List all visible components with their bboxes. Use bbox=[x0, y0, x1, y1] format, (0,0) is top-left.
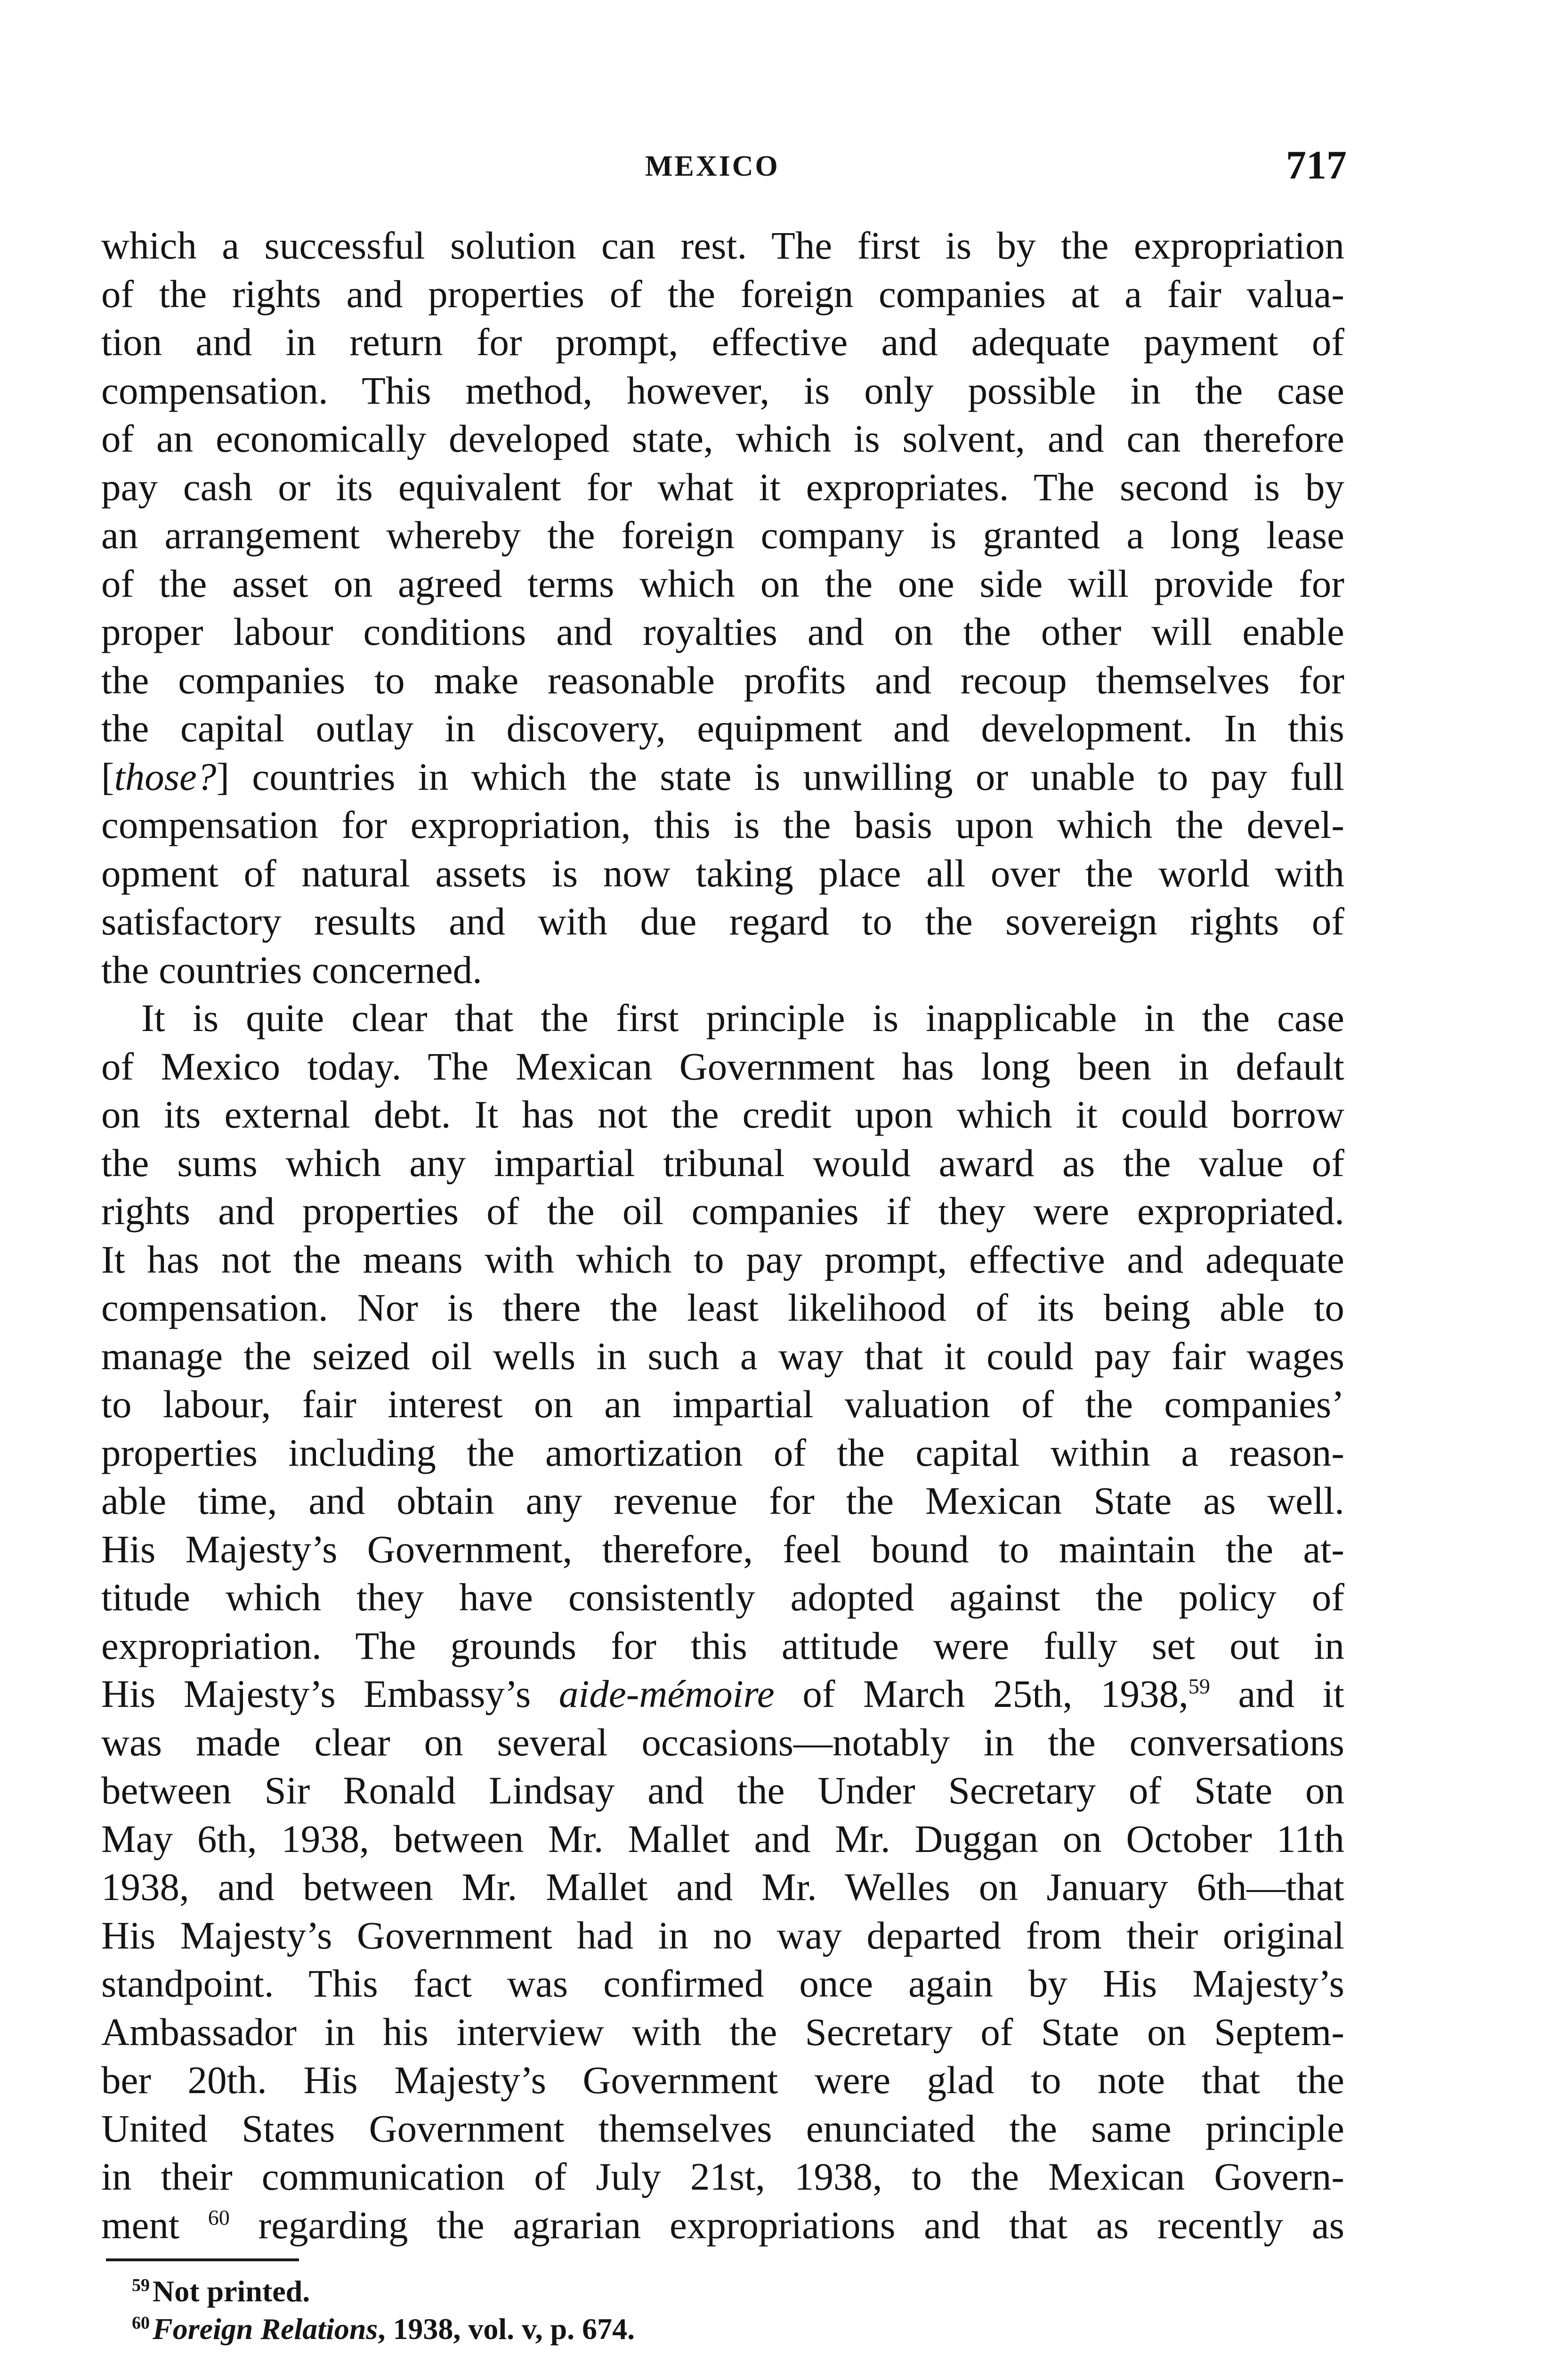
text-segment: May 6th, 1938, between Mr. Mallet and Mr. Duggan on October 11th bbox=[101, 1817, 1344, 1860]
text-line bbox=[101, 2201, 1344, 2249]
footnote-divider bbox=[106, 2258, 299, 2261]
footnote-reference: 60 bbox=[208, 2205, 230, 2229]
text-segment: satisfactory results and with due regard to the sovereign rights of bbox=[101, 900, 1344, 943]
text-line bbox=[101, 1042, 1344, 1091]
text-segment: opment of natural assets is now taking place all over the world with bbox=[101, 851, 1344, 895]
footnote-reference: 59 bbox=[1188, 1674, 1210, 1698]
text-line bbox=[101, 2104, 1344, 2153]
text-line bbox=[101, 1477, 1344, 1525]
text-line bbox=[101, 1670, 1344, 1718]
header-title: MEXICO bbox=[645, 150, 780, 182]
text-line bbox=[101, 1525, 1344, 1574]
footnote bbox=[132, 2273, 1309, 2310]
text-segment: and it bbox=[1210, 1672, 1344, 1715]
text-line bbox=[101, 849, 1344, 898]
text-segment: able time, and obtain any revenue for the Mexican State as well. bbox=[101, 1479, 1344, 1522]
text-line bbox=[101, 2056, 1344, 2104]
text-line bbox=[101, 1090, 1344, 1139]
text-segment: between Sir Ronald Lindsay and the Under Secretary of State on bbox=[101, 1769, 1344, 1812]
text-line bbox=[101, 608, 1344, 656]
footnotes bbox=[132, 2273, 1309, 2348]
text-segment: of March 25th, 1938, bbox=[774, 1672, 1188, 1715]
text-line bbox=[101, 2008, 1344, 2056]
text-segment: regarding the agrarian expropriations and that as recently as bbox=[229, 2203, 1344, 2247]
text-segment: It is quite clear that the first principle is inapplicable in the case bbox=[141, 996, 1344, 1039]
text-segment: aide-mémoire bbox=[558, 1672, 775, 1715]
text-segment: compensation. Nor is there the least likelihood of its being able to bbox=[101, 1286, 1344, 1329]
text-line bbox=[101, 897, 1344, 946]
text-line bbox=[101, 1718, 1344, 1767]
text-segment: tion and in return for prompt, effective and adequate payment of bbox=[101, 320, 1344, 364]
text-segment: proper labour conditions and royalties and on the other will enable bbox=[101, 610, 1344, 653]
text-segment: 1938, and between Mr. Mallet and Mr. Welles on January 6th—that bbox=[101, 1865, 1344, 1908]
text-line bbox=[101, 1959, 1344, 2008]
running-head bbox=[0, 141, 1568, 198]
text-segment: in their communication of July 21st, 1938, to the Mexican Govern- bbox=[101, 2155, 1344, 2198]
text-line bbox=[101, 1815, 1344, 1863]
text-segment: His Majesty’s Government had in no way departed from their original bbox=[101, 1913, 1344, 1957]
text-line bbox=[101, 1429, 1344, 1477]
text-line bbox=[101, 1187, 1344, 1235]
text-line bbox=[101, 270, 1344, 318]
footnote-marker: 60 bbox=[132, 2313, 150, 2333]
text-line bbox=[101, 221, 1344, 270]
text-line bbox=[101, 1863, 1344, 1911]
text-segment: United States Government themselves enunciated the same principle bbox=[101, 2106, 1344, 2150]
text-segment: the companies to make reasonable profits and recoup themselves for bbox=[101, 658, 1344, 702]
text-segment: the sums which any impartial tribunal would award as the value of bbox=[101, 1141, 1344, 1185]
text-segment: Ambassador in his interview with the Secretary of State on Septem- bbox=[101, 2010, 1344, 2054]
text-line bbox=[101, 946, 1344, 994]
text-segment: was made clear on several occasions—notably in the conversations bbox=[101, 1720, 1344, 1764]
text-segment: His Majesty’s Government, therefore, feel bound to maintain the at- bbox=[101, 1527, 1344, 1571]
text-line bbox=[101, 1766, 1344, 1815]
text-line bbox=[101, 318, 1344, 366]
text-line bbox=[101, 656, 1344, 705]
text-segment: expropriation. The grounds for this attitude were fully set out in bbox=[101, 1624, 1344, 1667]
text-segment: rights and properties of the oil companies if they were expropriated. bbox=[101, 1189, 1344, 1233]
text-segment: the capital outlay in discovery, equipment and development. In this bbox=[101, 706, 1344, 750]
text-line bbox=[101, 704, 1344, 753]
text-segment: It has not the means with which to pay prompt, effective and adequate bbox=[101, 1237, 1344, 1281]
text-line bbox=[101, 2152, 1344, 2201]
text-segment: an arrangement whereby the foreign company is granted a long lease bbox=[101, 513, 1344, 557]
text-segment: His Majesty’s Embassy’s bbox=[101, 1672, 559, 1715]
text-line bbox=[101, 1283, 1344, 1332]
text-line bbox=[101, 560, 1344, 608]
text-line bbox=[101, 511, 1344, 560]
text-segment: manage the seized oil wells in such a way that it could pay fair wages bbox=[101, 1334, 1344, 1378]
text-segment: of Mexico today. The Mexican Government has long been in default bbox=[101, 1044, 1344, 1088]
text-segment: to labour, fair interest on an impartial valuation of the companies’ bbox=[101, 1382, 1344, 1426]
text-segment: titude which they have consistently adopted against the policy of bbox=[101, 1575, 1344, 1619]
footnote-text: , 1938, vol. v, p. 674. bbox=[378, 2312, 635, 2346]
text-line bbox=[101, 366, 1344, 415]
text-segment: compensation. This method, however, is only possible in the case bbox=[101, 368, 1344, 412]
text-segment: of an economically developed state, which is solvent, and can therefore bbox=[101, 417, 1344, 460]
text-line bbox=[101, 1622, 1344, 1670]
text-line bbox=[101, 1332, 1344, 1381]
text-line bbox=[101, 463, 1344, 512]
footnote-text: Not printed. bbox=[153, 2274, 310, 2308]
text-segment: those? bbox=[114, 755, 217, 798]
text-segment: properties including the amortization of the capital within a reason- bbox=[101, 1430, 1344, 1474]
footnote-text: Foreign Relations bbox=[153, 2312, 378, 2346]
text-line bbox=[101, 1139, 1344, 1187]
text-segment: of the asset on agreed terms which on the one side will provide for bbox=[101, 561, 1344, 605]
text-line bbox=[101, 1573, 1344, 1622]
text-line bbox=[101, 1380, 1344, 1429]
text-line bbox=[101, 1911, 1344, 1960]
footnote-marker: 59 bbox=[132, 2275, 150, 2295]
text-segment: pay cash or its equivalent for what it expropriates. The second is by bbox=[101, 465, 1344, 509]
text-line bbox=[101, 753, 1344, 801]
text-segment: which a successful solution can rest. The first is by the expropriation bbox=[101, 224, 1344, 267]
text-segment: [ bbox=[101, 755, 114, 798]
text-segment: ber 20th. His Majesty’s Government were glad to note that the bbox=[101, 2058, 1344, 2102]
text-line bbox=[101, 994, 1344, 1042]
text-segment: of the rights and properties of the foreign companies at a fair valua- bbox=[101, 272, 1344, 316]
text-segment: the countries concerned. bbox=[101, 948, 482, 991]
text-segment: ment bbox=[101, 2203, 208, 2247]
text-line bbox=[101, 414, 1344, 463]
text-line bbox=[101, 801, 1344, 849]
text-segment: standpoint. This fact was confirmed once again by His Majesty’s bbox=[101, 1962, 1344, 2005]
text-segment: compensation for expropriation, this is the basis upon which the devel- bbox=[101, 803, 1344, 846]
text-segment: on its external debt. It has not the credit upon which it could borrow bbox=[101, 1093, 1344, 1136]
text-segment: ] countries in which the state is unwilling or unable to pay full bbox=[216, 755, 1344, 798]
page-number: 717 bbox=[1286, 142, 1347, 187]
footnote bbox=[132, 2310, 1309, 2348]
text-line bbox=[101, 1235, 1344, 1284]
body-text bbox=[101, 221, 1344, 2249]
